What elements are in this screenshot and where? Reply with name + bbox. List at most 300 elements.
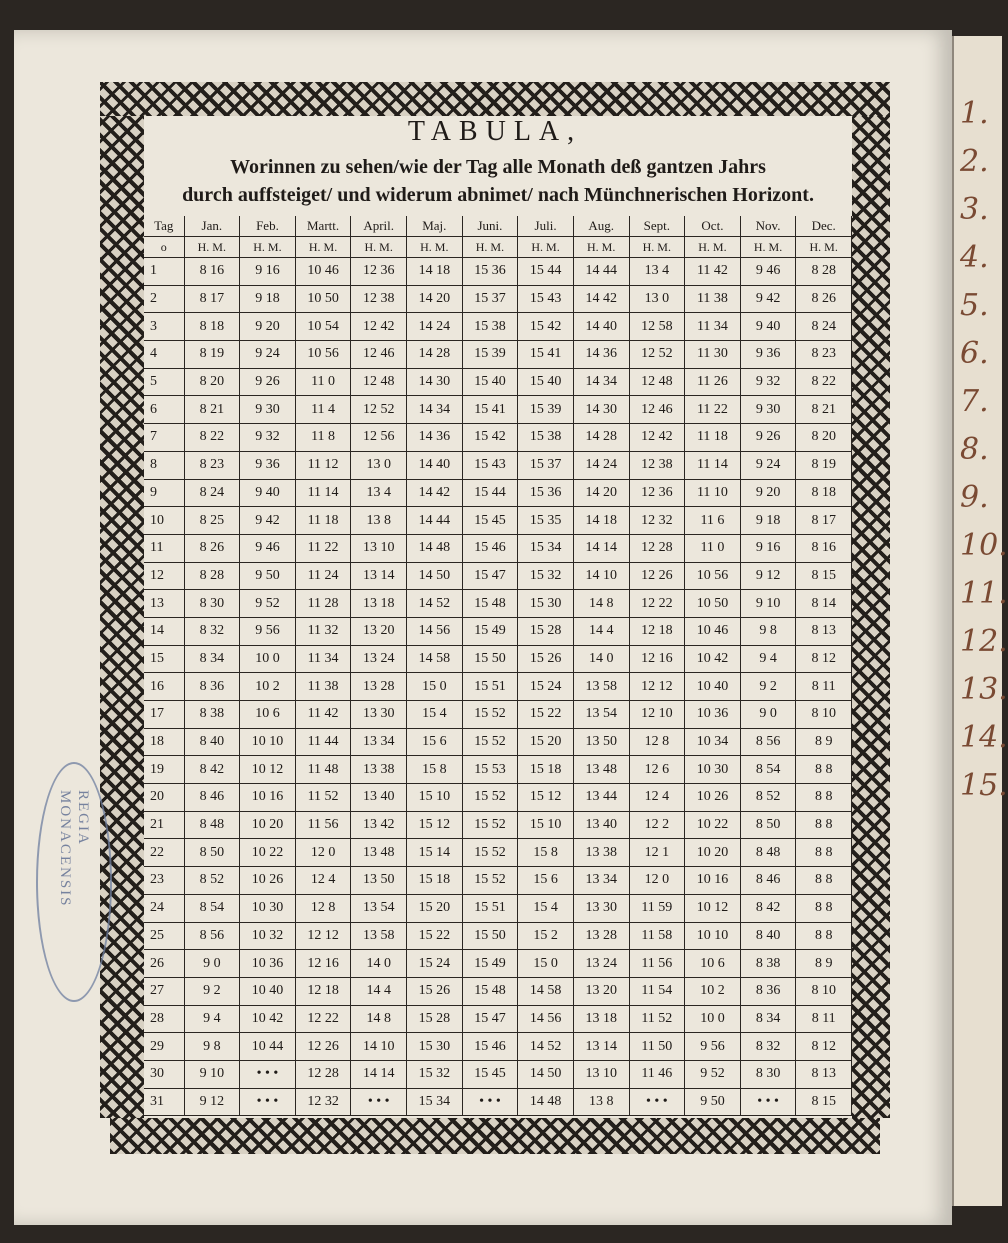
- daylength-cell: 15 49: [462, 617, 518, 645]
- daylength-cell: 10 44: [240, 1033, 296, 1061]
- daylength-cell: 14 4: [573, 617, 629, 645]
- daylength-cell: 15 43: [462, 451, 518, 479]
- daylength-cell: 15 51: [462, 673, 518, 701]
- daylength-cell: 15 20: [407, 894, 463, 922]
- daylength-cell: 15 53: [462, 756, 518, 784]
- daylength-cell: 15 28: [407, 1005, 463, 1033]
- daylength-cell: 14 24: [407, 313, 463, 341]
- daylength-cell: 13 28: [351, 673, 407, 701]
- daylength-cell: 8 14: [796, 590, 852, 618]
- daylength-cell: 15 34: [407, 1088, 463, 1116]
- daylength-cell: 8 46: [184, 784, 240, 812]
- daylength-cell: 13 58: [351, 922, 407, 950]
- daylength-cell: 13 48: [573, 756, 629, 784]
- daylength-cell: 12 26: [295, 1033, 351, 1061]
- table-row: [144, 922, 852, 950]
- daylength-cell: 15 52: [462, 784, 518, 812]
- daylength-cell: 15 14: [407, 839, 463, 867]
- daylength-cell: 15 18: [518, 756, 574, 784]
- daylength-cell: 15 28: [518, 617, 574, 645]
- daylength-cell: 14 58: [407, 645, 463, 673]
- daylength-cell: 10 40: [240, 977, 296, 1005]
- daylength-cell: 15 42: [462, 424, 518, 452]
- daylength-cell: 8 8: [796, 839, 852, 867]
- daylength-cell: 15 52: [462, 728, 518, 756]
- daylength-cell: 15 50: [462, 645, 518, 673]
- day-number: 19: [144, 756, 184, 784]
- day-number: 25: [144, 922, 184, 950]
- daylength-cell: 11 4: [295, 396, 351, 424]
- daylength-cell: 10 56: [685, 562, 741, 590]
- table-row: [144, 784, 852, 812]
- daylength-cell: 11 42: [295, 701, 351, 729]
- daylength-cell: 13 18: [573, 1005, 629, 1033]
- handwritten-margin-number: 14.: [960, 720, 1008, 755]
- daylength-cell: 8 15: [796, 1088, 852, 1116]
- daylength-cell: 12 32: [629, 507, 685, 535]
- daylength-cell: 13 30: [351, 701, 407, 729]
- daylength-cell: 9 52: [685, 1060, 741, 1088]
- daylength-cell: 11 8: [295, 424, 351, 452]
- handwritten-margin-number: 5.: [960, 288, 989, 323]
- daylength-cell: 13 14: [351, 562, 407, 590]
- daylength-cell: 13 8: [573, 1088, 629, 1116]
- daylength-cell: 8 22: [184, 424, 240, 452]
- daylength-cell: 15 22: [407, 922, 463, 950]
- unit-header: H. M.: [629, 237, 685, 258]
- daylength-cell: 11 44: [295, 728, 351, 756]
- month-header: Juni.: [462, 216, 518, 237]
- daylength-cell: 10 46: [295, 258, 351, 286]
- daylength-cell: 15 10: [518, 811, 574, 839]
- daylength-cell: 14 56: [407, 617, 463, 645]
- daylength-cell: 15 52: [462, 811, 518, 839]
- daylength-cell: 9 40: [240, 479, 296, 507]
- daylength-cell: 11 18: [295, 507, 351, 535]
- handwritten-margin-number: 2.: [960, 144, 989, 179]
- table-row: [144, 1005, 852, 1033]
- daylength-cell: 12 56: [351, 424, 407, 452]
- daylength-cell: 9 40: [740, 313, 796, 341]
- daylength-cell: 15 51: [462, 894, 518, 922]
- day-column-header: Tag: [144, 216, 184, 237]
- daylength-cell: 11 22: [685, 396, 741, 424]
- daylength-cell: 11 52: [295, 784, 351, 812]
- table-row: [144, 950, 852, 978]
- daylength-cell: 15 20: [518, 728, 574, 756]
- day-number: 8: [144, 451, 184, 479]
- daylength-cell: 13 38: [573, 839, 629, 867]
- daylength-cell: 11 38: [295, 673, 351, 701]
- table-row: [144, 977, 852, 1005]
- handwritten-margin-number: 6.: [960, 336, 989, 371]
- daylength-cell: 13 58: [573, 673, 629, 701]
- day-number: 17: [144, 701, 184, 729]
- table-row: [144, 562, 852, 590]
- daylength-cell: 14 8: [351, 1005, 407, 1033]
- handwritten-margin-number: 11.: [960, 576, 1008, 611]
- daylength-cell: 14 42: [407, 479, 463, 507]
- month-header: Sept.: [629, 216, 685, 237]
- unit-header: H. M.: [407, 237, 463, 258]
- daylength-cell: 8 9: [796, 950, 852, 978]
- daylength-cell: 15 49: [462, 950, 518, 978]
- daylength-cell: 15 39: [462, 341, 518, 369]
- daylength-cell: 12 48: [351, 368, 407, 396]
- daylength-cell: 9 36: [740, 341, 796, 369]
- daylength-cell: 9 30: [240, 396, 296, 424]
- daylength-cell: • • •: [240, 1088, 296, 1116]
- daylength-cell: 10 6: [240, 701, 296, 729]
- daylength-cell: 15 43: [518, 285, 574, 313]
- daylength-cell: 8 36: [740, 977, 796, 1005]
- daylength-cell: 15 52: [462, 701, 518, 729]
- daylength-cell: 15 0: [407, 673, 463, 701]
- daylength-cell: 8 40: [184, 728, 240, 756]
- daylength-cell: 9 42: [240, 507, 296, 535]
- daylength-cell: 11 10: [685, 479, 741, 507]
- daylength-cell: 11 32: [295, 617, 351, 645]
- daylength-cell: 14 10: [573, 562, 629, 590]
- daylength-cell: 12 18: [629, 617, 685, 645]
- daylength-cell: 10 20: [240, 811, 296, 839]
- daylength-cell: 9 12: [740, 562, 796, 590]
- daylength-cell: 11 58: [629, 922, 685, 950]
- handwritten-margin-number: 12.: [960, 624, 1008, 659]
- daylength-cell: 15 47: [462, 1005, 518, 1033]
- daylength-cell: 13 20: [351, 617, 407, 645]
- daylength-cell: 8 16: [796, 534, 852, 562]
- daylength-cell: 15 44: [518, 258, 574, 286]
- daylength-cell: 8 8: [796, 867, 852, 895]
- daylength-cell: 15 41: [462, 396, 518, 424]
- daylength-cell: 12 16: [295, 950, 351, 978]
- daylength-cell: 11 34: [295, 645, 351, 673]
- daylength-cell: 13 4: [629, 258, 685, 286]
- daylength-cell: 15 24: [518, 673, 574, 701]
- daylength-cell: 9 10: [184, 1060, 240, 1088]
- daylength-cell: 10 36: [685, 701, 741, 729]
- daylength-cell: 8 40: [740, 922, 796, 950]
- unit-header: H. M.: [462, 237, 518, 258]
- day-number: 4: [144, 341, 184, 369]
- month-header: Aug.: [573, 216, 629, 237]
- day-number: 23: [144, 867, 184, 895]
- day-number: 14: [144, 617, 184, 645]
- daylength-cell: 13 30: [573, 894, 629, 922]
- daylength-cell: 10 16: [685, 867, 741, 895]
- daylength-cell: 14 44: [573, 258, 629, 286]
- daylength-cell: 13 34: [573, 867, 629, 895]
- daylength-cell: 8 20: [796, 424, 852, 452]
- daylength-cell: 11 6: [685, 507, 741, 535]
- daylength-cell: 8 8: [796, 784, 852, 812]
- daylength-cell: 15 32: [407, 1060, 463, 1088]
- table-row: [144, 285, 852, 313]
- daylength-cell: 14 48: [518, 1088, 574, 1116]
- daylength-cell: 9 46: [740, 258, 796, 286]
- month-header: Dec.: [796, 216, 852, 237]
- daylength-cell: 12 22: [295, 1005, 351, 1033]
- daylength-cell: 14 34: [407, 396, 463, 424]
- daylength-cell: 14 52: [518, 1033, 574, 1061]
- daylength-cell: 14 14: [351, 1060, 407, 1088]
- daylength-cell: 8 23: [184, 451, 240, 479]
- daylength-cell: 9 16: [740, 534, 796, 562]
- daylength-cell: 8 42: [184, 756, 240, 784]
- daylength-cell: 10 26: [240, 867, 296, 895]
- handwritten-margin-number: 10.: [960, 528, 1008, 563]
- daylength-cell: 8 52: [184, 867, 240, 895]
- daylength-cell: 12 0: [629, 867, 685, 895]
- table-row: [144, 867, 852, 895]
- unit-header: H. M.: [240, 237, 296, 258]
- daylength-cell: 13 24: [351, 645, 407, 673]
- daylength-cell: 8 18: [184, 313, 240, 341]
- month-header: Jan.: [184, 216, 240, 237]
- table-row: [144, 1060, 852, 1088]
- daylength-cell: 8 26: [796, 285, 852, 313]
- subtitle-line-1: Worinnen zu sehen/wie der Tag alle Monath deß gantzen Jahrs: [230, 156, 766, 178]
- daylength-cell: 8 50: [184, 839, 240, 867]
- unit-header: H. M.: [796, 237, 852, 258]
- daylength-cell: 10 50: [295, 285, 351, 313]
- daylength-cell: 8 46: [740, 867, 796, 895]
- daylength-cell: 9 46: [240, 534, 296, 562]
- daylength-cell: 11 52: [629, 1005, 685, 1033]
- daylength-cell: 12 36: [351, 258, 407, 286]
- daylength-cell: 14 40: [407, 451, 463, 479]
- handwritten-margin-number: 9.: [960, 480, 989, 515]
- daylength-cell: 8 56: [184, 922, 240, 950]
- daylength-cell: 15 10: [407, 784, 463, 812]
- daylength-cell: 8 25: [184, 507, 240, 535]
- handwritten-margin-number: 3.: [960, 192, 989, 227]
- daylength-cell: 15 46: [462, 1033, 518, 1061]
- daylength-cell: 10 10: [240, 728, 296, 756]
- daylength-cell: 8 12: [796, 1033, 852, 1061]
- subtitle-line-2: durch auffsteiget/ und widerum abnimet/ nach Münchnerischen Horizont.: [182, 184, 814, 206]
- daylength-cell: 13 14: [573, 1033, 629, 1061]
- month-header: Maj.: [407, 216, 463, 237]
- handwritten-margin-number: 8.: [960, 432, 989, 467]
- daylength-cell: 12 58: [629, 313, 685, 341]
- daylength-cell: 9 16: [240, 258, 296, 286]
- daylength-cell: 8 54: [740, 756, 796, 784]
- daylength-cell: 15 12: [518, 784, 574, 812]
- daylength-cell: 12 6: [629, 756, 685, 784]
- daylength-cell: 13 40: [573, 811, 629, 839]
- day-number: 16: [144, 673, 184, 701]
- daylength-cell: 10 34: [685, 728, 741, 756]
- daylength-cell: 8 15: [796, 562, 852, 590]
- daylength-cell: 15 41: [518, 341, 574, 369]
- daylength-cell: 12 26: [629, 562, 685, 590]
- daylength-cell: 8 8: [796, 756, 852, 784]
- daylength-cell: 15 46: [462, 534, 518, 562]
- daylength-cell: 13 0: [351, 451, 407, 479]
- daylength-cell: 9 12: [184, 1088, 240, 1116]
- daylength-cell: 15 35: [518, 507, 574, 535]
- daylength-cell: 9 26: [740, 424, 796, 452]
- daylength-cell: 14 58: [518, 977, 574, 1005]
- daylength-cell: 8 10: [796, 701, 852, 729]
- daylength-cell: 10 22: [240, 839, 296, 867]
- table-row: [144, 534, 852, 562]
- daylength-cell: 8 16: [184, 258, 240, 286]
- day-number: 6: [144, 396, 184, 424]
- unit-header-row: [144, 237, 852, 258]
- daylength-cell: 9 36: [240, 451, 296, 479]
- table-row: [144, 839, 852, 867]
- day-number: 11: [144, 534, 184, 562]
- daylength-cell: 8 11: [796, 673, 852, 701]
- table-row: [144, 341, 852, 369]
- table-row: [144, 479, 852, 507]
- table-row: [144, 424, 852, 452]
- daylength-cell: 8 9: [796, 728, 852, 756]
- daylength-cell: 9 20: [240, 313, 296, 341]
- daylength-cell: 10 32: [240, 922, 296, 950]
- daylength-cell: 13 10: [351, 534, 407, 562]
- ornamental-frame: [100, 82, 890, 1154]
- daylength-cell: 8 34: [184, 645, 240, 673]
- unit-header: H. M.: [518, 237, 574, 258]
- daylength-cell: 9 24: [740, 451, 796, 479]
- daylength-cell: 15 4: [407, 701, 463, 729]
- month-header: Martt.: [295, 216, 351, 237]
- daylength-cell: 11 0: [685, 534, 741, 562]
- day-number: 26: [144, 950, 184, 978]
- daylength-cell: 13 40: [351, 784, 407, 812]
- daylength-cell: 14 42: [573, 285, 629, 313]
- table-row: [144, 451, 852, 479]
- daylength-cell: 11 54: [629, 977, 685, 1005]
- daylength-cell: 9 4: [184, 1005, 240, 1033]
- daylength-cell: 8 18: [796, 479, 852, 507]
- daylength-cell: 8 13: [796, 1060, 852, 1088]
- table-row: [144, 590, 852, 618]
- daylength-cell: 10 42: [685, 645, 741, 673]
- daylength-cell: 8 50: [740, 811, 796, 839]
- month-header: Juli.: [518, 216, 574, 237]
- daylength-cell: 12 38: [351, 285, 407, 313]
- daylength-cell: 9 50: [685, 1088, 741, 1116]
- day-number: 27: [144, 977, 184, 1005]
- day-number: 30: [144, 1060, 184, 1088]
- daylength-cell: 13 42: [351, 811, 407, 839]
- handwritten-margin-number: 4.: [960, 240, 989, 275]
- handwritten-margin-number: 13.: [960, 672, 1008, 707]
- daylength-cell: • • •: [351, 1088, 407, 1116]
- daylength-cell: 11 14: [685, 451, 741, 479]
- daylength-cell: 10 12: [685, 894, 741, 922]
- day-number: 3: [144, 313, 184, 341]
- daylength-cell: 15 2: [518, 922, 574, 950]
- daylength-cell: 14 44: [407, 507, 463, 535]
- daylength-cell: • • •: [462, 1088, 518, 1116]
- daylength-cell: 8 21: [184, 396, 240, 424]
- daylength-cell: 12 8: [295, 894, 351, 922]
- daylength-cell: 8 20: [184, 368, 240, 396]
- table-row: [144, 1033, 852, 1061]
- daylength-table: [144, 216, 852, 1116]
- day-number: 2: [144, 285, 184, 313]
- month-header: Oct.: [685, 216, 741, 237]
- daylength-cell: 8 56: [740, 728, 796, 756]
- daylength-cell: 8 32: [184, 617, 240, 645]
- daylength-cell: 13 28: [573, 922, 629, 950]
- daylength-cell: 8 54: [184, 894, 240, 922]
- table-row: [144, 728, 852, 756]
- daylength-cell: 8 8: [796, 922, 852, 950]
- daylength-cell: 8 48: [740, 839, 796, 867]
- table-row: [144, 258, 852, 286]
- daylength-cell: 9 2: [740, 673, 796, 701]
- daylength-cell: 11 30: [685, 341, 741, 369]
- daylength-cell: 15 38: [518, 424, 574, 452]
- daylength-cell: 15 45: [462, 507, 518, 535]
- daylength-cell: 15 48: [462, 590, 518, 618]
- daylength-cell: 12 42: [351, 313, 407, 341]
- daylength-cell: • • •: [240, 1060, 296, 1088]
- ornament-border-top: [100, 82, 890, 116]
- day-number: 10: [144, 507, 184, 535]
- daylength-cell: 12 4: [629, 784, 685, 812]
- daylength-cell: 9 20: [740, 479, 796, 507]
- table-row: [144, 396, 852, 424]
- daylength-cell: 10 42: [240, 1005, 296, 1033]
- daylength-cell: 10 30: [240, 894, 296, 922]
- daylength-cell: 8 42: [740, 894, 796, 922]
- day-number: 28: [144, 1005, 184, 1033]
- daylength-cell: 8 17: [184, 285, 240, 313]
- daylength-cell: 10 2: [240, 673, 296, 701]
- daylength-cell: 12 32: [295, 1088, 351, 1116]
- daylength-cell: 14 0: [351, 950, 407, 978]
- daylength-cell: 8 28: [796, 258, 852, 286]
- day-number: 13: [144, 590, 184, 618]
- daylength-cell: 9 56: [240, 617, 296, 645]
- daylength-cell: 8 28: [184, 562, 240, 590]
- ornament-border-right: [852, 116, 890, 1118]
- day-number: 29: [144, 1033, 184, 1061]
- daylength-cell: 14 50: [518, 1060, 574, 1088]
- daylength-cell: 15 6: [407, 728, 463, 756]
- table-row: [144, 673, 852, 701]
- daylength-cell: 15 6: [518, 867, 574, 895]
- table-row: [144, 313, 852, 341]
- daylength-cell: 15 37: [462, 285, 518, 313]
- day-number: 22: [144, 839, 184, 867]
- daylength-cell: 9 8: [740, 617, 796, 645]
- daylength-cell: 10 20: [685, 839, 741, 867]
- daylength-cell: 10 2: [685, 977, 741, 1005]
- daylength-cell: 8 36: [184, 673, 240, 701]
- daylength-cell: 15 37: [518, 451, 574, 479]
- daylength-cell: 11 26: [685, 368, 741, 396]
- daylength-cell: 15 12: [407, 811, 463, 839]
- daylength-cell: 8 26: [184, 534, 240, 562]
- daylength-cell: 9 8: [184, 1033, 240, 1061]
- daylength-cell: 11 22: [295, 534, 351, 562]
- daylength-cell: 8 48: [184, 811, 240, 839]
- daylength-cell: 11 0: [295, 368, 351, 396]
- day-number: 7: [144, 424, 184, 452]
- daylength-cell: 15 42: [518, 313, 574, 341]
- ornament-border-bottom: [110, 1118, 880, 1154]
- daylength-cell: 15 36: [462, 258, 518, 286]
